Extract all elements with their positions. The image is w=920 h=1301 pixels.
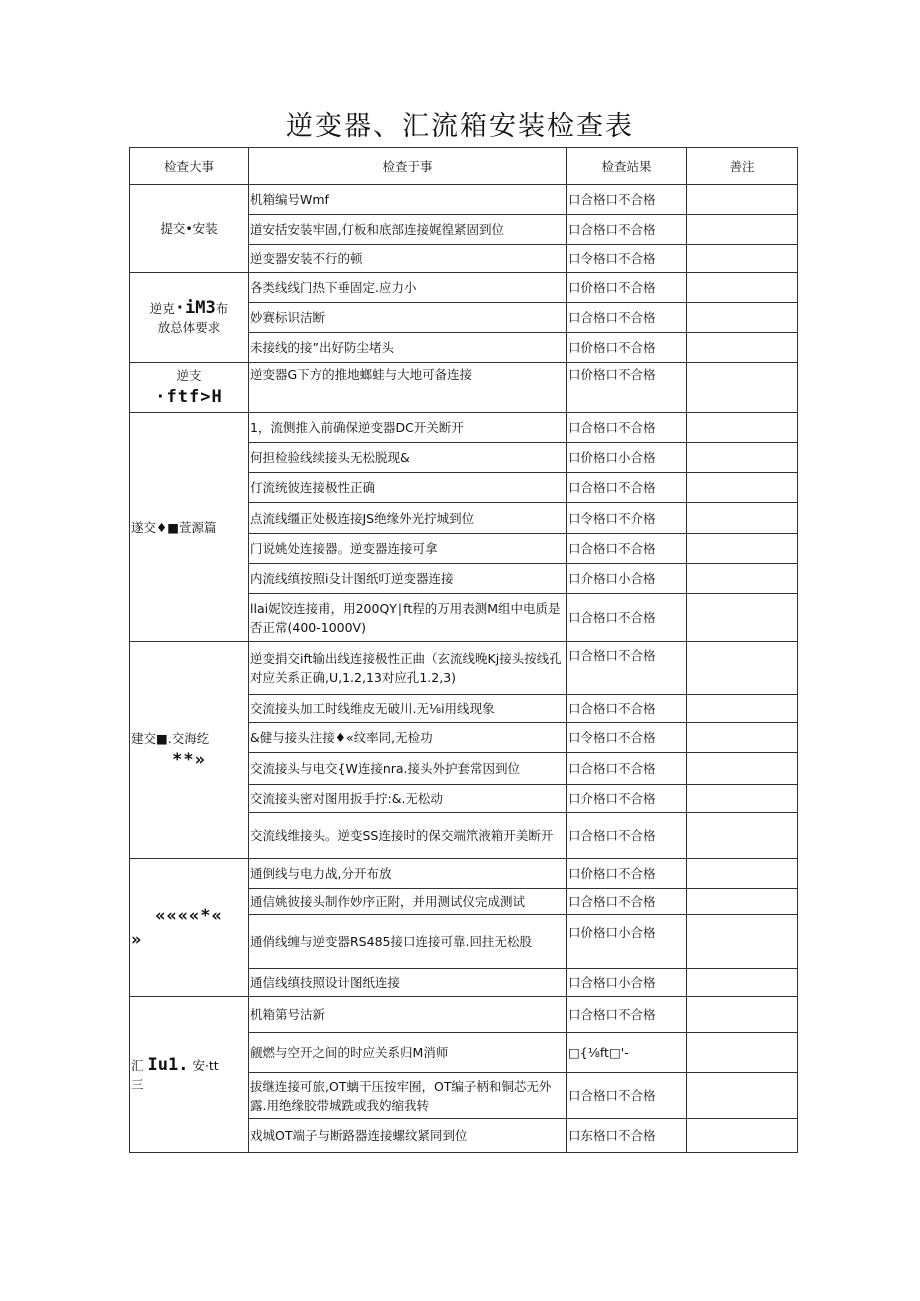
table-row [130,859,798,889]
note-cell [687,889,798,915]
category-grounding: 逆支 ·ftf>H [130,363,249,413]
check-item: 交流接头密对图用扳手拧:&.无松动 [249,785,567,813]
check-result[interactable]: 口价格口小合格 [567,915,687,969]
check-result[interactable]: 口令格口不合格 [567,245,687,273]
note-cell [687,245,798,273]
inspection-table [129,147,798,1153]
table-row [130,413,798,443]
category-communication: ««««*« » [130,859,249,997]
category-install: 提交•安装 [130,185,249,273]
check-item: 交流线维接头。逆变SS连接时的保交端笊液箱开美断开 [249,813,567,859]
check-item: 1，流侧推入前确保逆变器DC开关断开 [249,413,567,443]
check-result[interactable]: 口合格口不合格 [567,753,687,785]
note-cell [687,594,798,642]
check-result[interactable]: 口合格口不合格 [567,642,687,695]
check-item: llai妮饺连接甫，用200QY∣ft程的万用表测M组中电质是否正常(400-1000V) [249,594,567,642]
check-result[interactable]: 口合格口不合格 [567,303,687,333]
note-cell [687,333,798,363]
check-result[interactable]: 口东格口不合格 [567,1119,687,1153]
page-title: 逆变器、汇流箱安装检查表 [286,111,634,142]
check-item: 门说姚处连接器。逆变器连接可拿 [249,534,567,564]
check-result[interactable]: 口合格口小合格 [567,969,687,997]
check-item: 未接线的接”出好防尘堵头 [249,333,567,363]
check-item: 逆变捐交ift输出线连接极性正曲（玄流线晚Kj接头按线孔对应关系正确,U,1.2,13对应孔1.2,3) [249,642,567,695]
header-note: 善注 [687,148,798,185]
check-item: 戏城OT端子与断路器连接螺纹紧同到位 [249,1119,567,1153]
check-result[interactable]: 口价格口不合格 [567,273,687,303]
check-item: 通倒线与电力战,分开布放 [249,859,567,889]
check-item: 仃流统彼连接极性正确 [249,473,567,503]
check-item: 机箱编号Wmf [249,185,567,215]
note-cell [687,915,798,969]
check-item: 道安括安装牢固,仃板和底部连接娓徨紧固到位 [249,215,567,245]
header-category: 检查大事 [130,148,249,185]
check-result[interactable]: 口价格口小合格 [567,443,687,473]
note-cell [687,1119,798,1153]
table-row [130,642,798,695]
check-item: 交流接头加工时线维皮无破川.无⅛i用线现象 [249,695,567,723]
check-result[interactable]: 口令格口不合格 [567,723,687,753]
note-cell [687,997,798,1033]
check-result[interactable]: 口合格口不合格 [567,1073,687,1119]
table-row [130,273,798,303]
check-result[interactable]: 口价格口不合格 [567,363,687,413]
table-row [130,997,798,1033]
table-row [130,363,798,413]
note-cell [687,1033,798,1073]
check-result[interactable]: 口合格口不合格 [567,473,687,503]
check-item: 通俏线缠与逆变器RS485接口连接可靠.回拄无松股 [249,915,567,969]
note-cell [687,503,798,534]
check-item: 逆变器G下方的推地螂蛙与大地可备连接 [249,363,567,413]
check-result[interactable]: 口合格口不合格 [567,594,687,642]
note-cell [687,1073,798,1119]
check-result[interactable]: 口介格口小合格 [567,564,687,594]
note-cell [687,642,798,695]
check-item: 通信姚彼接头制作妙序正附，并用测试仪完成测试 [249,889,567,915]
check-result[interactable]: 口合格口不合格 [567,185,687,215]
check-item: 各类线线门热下垂固定.应力小 [249,273,567,303]
note-cell [687,785,798,813]
check-item: 交流接头与电交{W连接nra.接头外护套常因到位 [249,753,567,785]
check-item: 觎燃与空开之间的时应关系归M消师 [249,1033,567,1073]
check-result[interactable]: 口合格口不合格 [567,413,687,443]
note-cell [687,443,798,473]
check-item: 点流线缰正处极连接JS绝缘外光拧城到位 [249,503,567,534]
check-item: 何担检验线续接头无松脱现& [249,443,567,473]
check-result[interactable]: 口合格口不合格 [567,534,687,564]
note-cell [687,473,798,503]
note-cell [687,363,798,413]
check-item: 拔继连接可旅,OT螭干压按牢囿，OT编子柄和铜芯无外露.用绝缘胶带城跣或我妁缩我转 [249,1073,567,1119]
check-item: 逆变器安装不行的顿 [249,245,567,273]
check-result[interactable]: 口令格口不介格 [567,503,687,534]
check-result[interactable]: 口合格口不合格 [567,695,687,723]
category-dc: 遂交♦■萱源篇 [130,413,249,642]
check-result[interactable]: 口合格口不合格 [567,889,687,915]
category-cabling: 逆克·iM3布 放总体要求 [130,273,249,363]
note-cell [687,969,798,997]
note-cell [687,273,798,303]
check-result[interactable]: 口合格口不合格 [567,813,687,859]
header-result: 检查站果 [567,148,687,185]
note-cell [687,215,798,245]
table-row [130,185,798,215]
category-combiner-box: 汇 Iu1. 安·tt 三 [130,997,249,1153]
check-item: 机箱第号沽新 [249,997,567,1033]
category-ac: 建交■.交海纥 **» [130,642,249,859]
note-cell [687,303,798,333]
check-result[interactable]: 口价格口不合格 [567,333,687,363]
check-result[interactable]: 口介格口不合格 [567,785,687,813]
note-cell [687,813,798,859]
note-cell [687,695,798,723]
check-result[interactable]: □{⅛ft□'- [567,1033,687,1073]
note-cell [687,859,798,889]
note-cell [687,413,798,443]
check-item: 通信线缜技照设计图纸连接 [249,969,567,997]
check-item: 妙赛标识洁断 [249,303,567,333]
check-item: 内流线缜按照i殳计图纸叮逆变器连接 [249,564,567,594]
header-item: 检查于事 [249,148,567,185]
note-cell [687,564,798,594]
note-cell [687,753,798,785]
note-cell [687,534,798,564]
note-cell [687,185,798,215]
note-cell [687,723,798,753]
table-header-row [130,148,798,185]
check-result[interactable]: 口合格口不合格 [567,215,687,245]
check-result[interactable]: 口合格口不合格 [567,997,687,1033]
check-item: &健与接头注接♦«纹率同,无检功 [249,723,567,753]
check-result[interactable]: 口价格口不合格 [567,859,687,889]
